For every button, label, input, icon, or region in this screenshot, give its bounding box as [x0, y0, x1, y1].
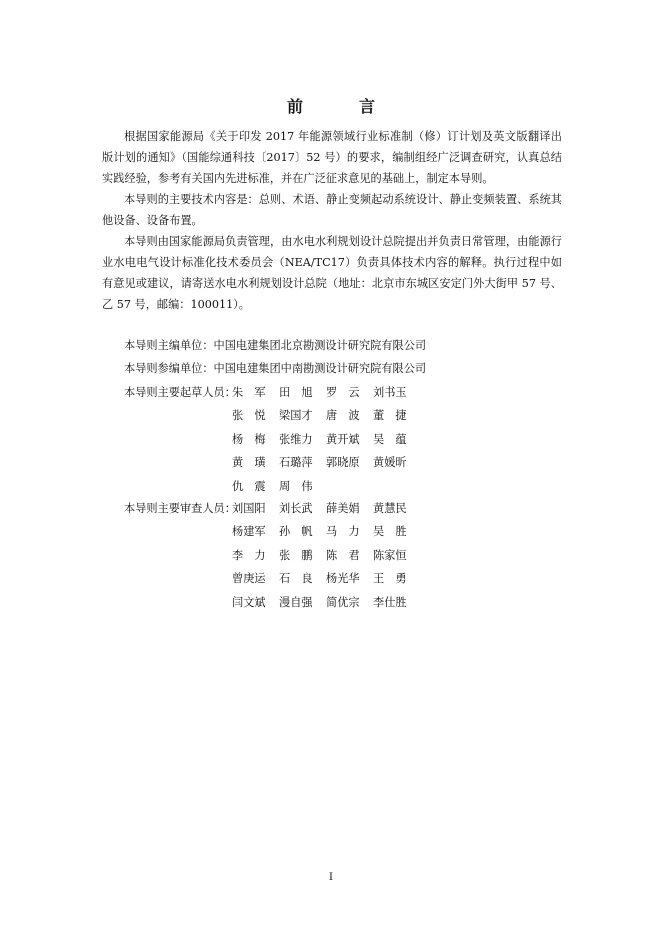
person-name: 董 捷 [373, 409, 407, 423]
drafters-names [232, 381, 420, 498]
name-row [232, 567, 420, 590]
paragraph-basis: 根据国家能源局《关于印发 2017 年能源领域行业标准制（修）订计划及英文版翻译出版计划的通知》（国能综通科技〔2017〕52 号）的要求，编制组经广泛调查研究，认真总结实践经验，参考有关国内先进标准，并在广泛征求意见的基础上，制定本导则。 [102, 130, 562, 185]
person-name: 吴 蕴 [373, 432, 407, 446]
name-row [232, 381, 420, 404]
person-name: 张维力 [279, 432, 313, 446]
person-name: 朱 军 [232, 386, 266, 399]
person-name: 黄媛昕 [373, 456, 407, 470]
person-name: 田 旭 [279, 386, 313, 399]
name-row [232, 591, 420, 614]
person-name: 刘书玉 [373, 386, 407, 399]
person-name: 闫文斌 [232, 595, 266, 609]
person-name: 张 悦 [232, 409, 266, 423]
name-row [232, 404, 420, 427]
drafters-label: 本导则主要起草人员： [124, 386, 236, 399]
person-name: 杨建军 [232, 525, 266, 539]
units-section [102, 334, 562, 381]
name-row [232, 475, 420, 498]
person-name: 马 力 [326, 525, 360, 539]
person-name: 仇 震 [232, 479, 266, 493]
person-name: 杨 梅 [232, 432, 266, 446]
page-number: I [329, 872, 333, 883]
chief-unit: 本导则主编单位：中国电建集团北京勘测设计研究院有限公司 [124, 339, 427, 352]
person-name: 薛美娟 [326, 502, 360, 515]
reviewers-label: 本导则主要审查人员： [124, 502, 236, 515]
person-name: 刘长武 [279, 502, 313, 515]
person-name: 简优宗 [326, 595, 360, 609]
person-name: 李仕胜 [373, 595, 407, 609]
person-name: 陈家恒 [373, 548, 407, 562]
paragraph-management: 本导则由国家能源局负责管理，由水电水利规划设计总院提出并负责日常管理，由能源行业水电电气设计标准化技术委员会（NEA/TC17）负责具体技术内容的解释。执行过程中如有意见或建议，请寄送水电水利规划设计总院（地址：北京市东城区安定门外大街甲 57 号、乙 57 号，邮编：100011）。 [102, 235, 562, 311]
person-name: 吴 胜 [373, 525, 407, 539]
person-name: 刘国阳 [232, 502, 266, 515]
reviewers-names [232, 497, 420, 614]
person-name: 罗 云 [326, 386, 360, 399]
preface-body [102, 126, 562, 315]
person-name: 唐 波 [326, 409, 360, 423]
name-row [232, 451, 420, 474]
person-name: 黄开斌 [326, 432, 360, 446]
name-row [232, 544, 420, 567]
person-name: 李 力 [232, 548, 266, 562]
person-name: 张 鹏 [279, 548, 313, 562]
person-name: 曾庚运 [232, 572, 266, 586]
name-row [232, 520, 420, 543]
person-name: 周 伟 [279, 479, 313, 493]
drafters-section [102, 381, 562, 498]
name-row [232, 497, 420, 520]
reviewers-section [102, 497, 562, 614]
person-name: 梁国才 [279, 409, 313, 423]
person-name: 郭晓原 [326, 456, 360, 470]
person-name: 孙 帆 [279, 525, 313, 539]
person-name: 陈 君 [326, 548, 360, 562]
person-name: 杨光华 [326, 572, 360, 586]
person-name: 黄 璜 [232, 456, 266, 470]
name-row [232, 428, 420, 451]
person-name: 石 良 [279, 572, 313, 586]
person-name: 石璐萍 [279, 456, 313, 470]
person-name: 黄慧民 [373, 502, 407, 515]
person-name: 王 勇 [373, 572, 407, 586]
person-name: 漫自强 [279, 595, 313, 609]
paragraph-content: 本导则的主要技术内容是：总则、术语、静止变频起动系统设计、静止变频装置、系统其他设备、设备布置。 [102, 193, 562, 227]
page-title: 前 言 [286, 97, 395, 116]
participating-unit: 本导则参编单位：中国电建集团中南勘测设计研究院有限公司 [124, 362, 427, 376]
